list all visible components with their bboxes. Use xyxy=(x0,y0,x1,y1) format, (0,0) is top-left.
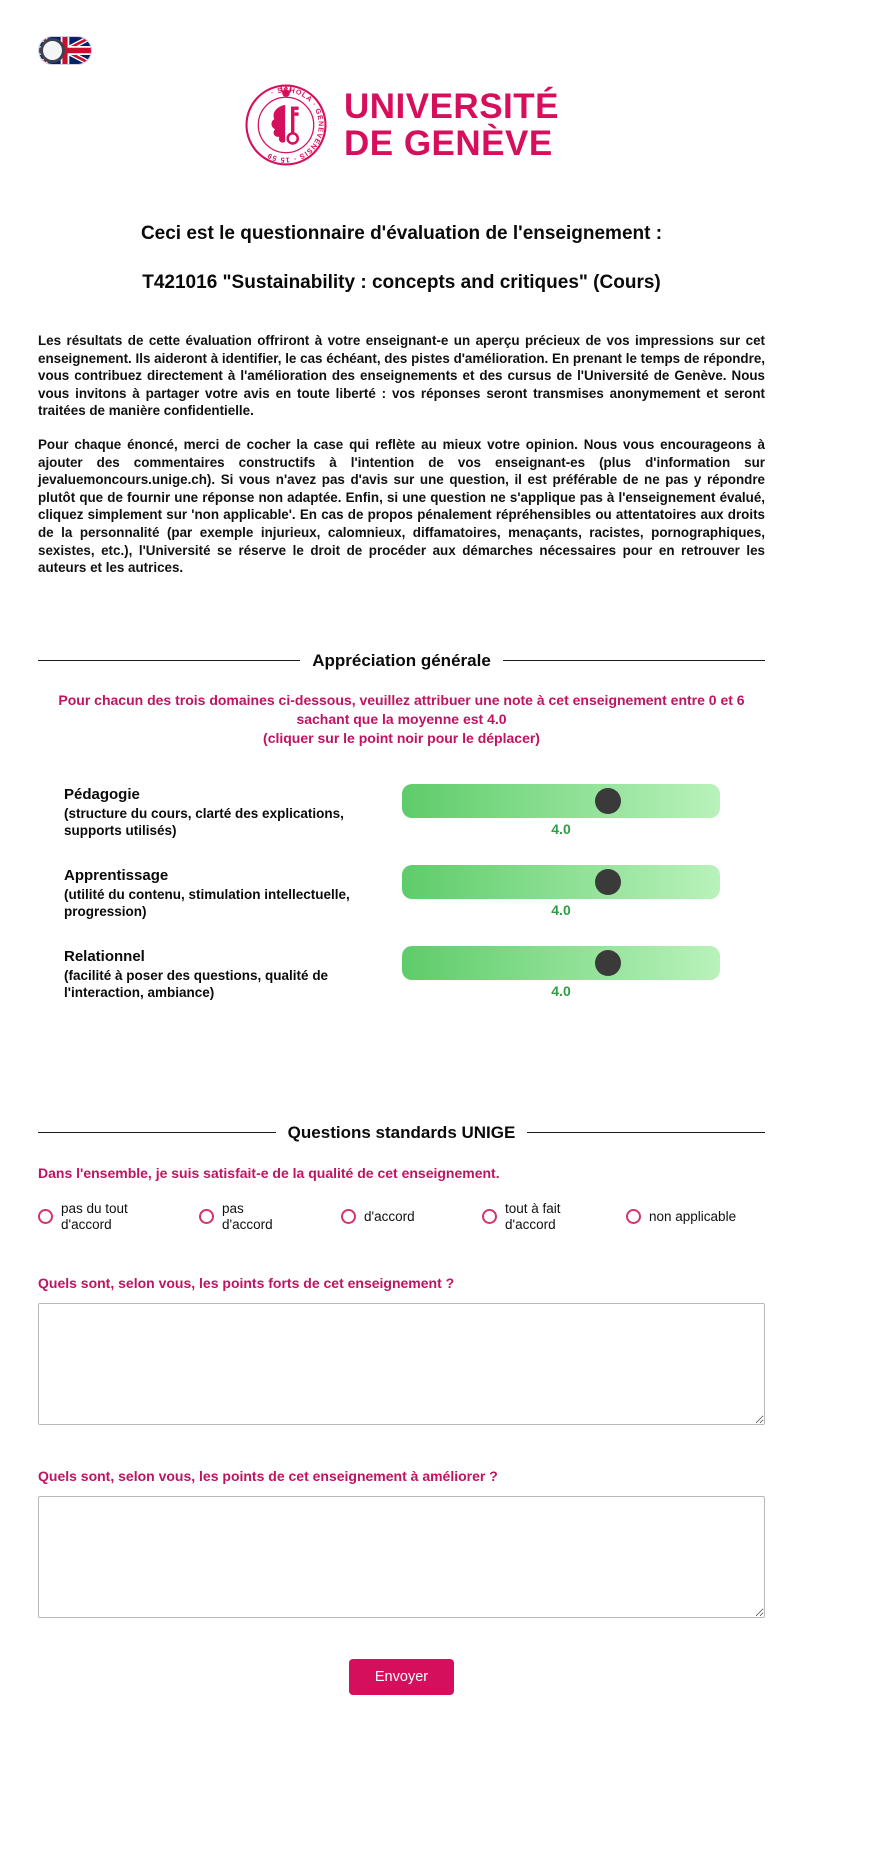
title-line1: Ceci est le questionnaire d'évaluation de l'enseignement : xyxy=(140,223,663,244)
logo-line1: UNIVERSITÉ xyxy=(343,87,560,126)
title-line2: T421016 "Sustainability : concepts and critiques" (Cours) xyxy=(142,272,661,293)
slider-widget-relationnel xyxy=(402,946,720,999)
slider-track-relationnel[interactable] xyxy=(402,946,720,980)
radio-option-pas-du-tout-daccord[interactable] xyxy=(38,1201,199,1233)
slider-row-pedagogie xyxy=(38,784,765,839)
improvements-textarea[interactable] xyxy=(38,1496,765,1618)
slider-value-pedagogie: 4.0 xyxy=(551,820,571,837)
radio-button-icon[interactable] xyxy=(341,1209,356,1224)
divider-rule xyxy=(38,660,300,661)
slider-widget-pedagogie xyxy=(402,784,720,837)
section-heading-appreciation: Appréciation générale xyxy=(312,650,491,670)
radio-button-icon[interactable] xyxy=(199,1209,214,1224)
slider-knob-pedagogie[interactable] xyxy=(595,788,621,814)
divider-rule xyxy=(38,1132,276,1133)
radio-label: d'accord xyxy=(364,1208,415,1224)
slider-instructions xyxy=(38,691,765,748)
slider-knob-apprentissage[interactable] xyxy=(595,869,621,895)
logo-wordmark xyxy=(344,88,559,162)
slider-name-relationnel: Relationnel xyxy=(64,947,145,965)
satisfaction-question: Dans l'ensemble, je suis satisfait-e de la qualité de cet enseignement. xyxy=(38,1164,500,1181)
satisfaction-radio-group xyxy=(38,1201,765,1233)
submit-button[interactable]: Envoyer xyxy=(349,1659,454,1695)
slider-desc-pedagogie: (structure du cours, clarté des explications, supports utilisés) xyxy=(64,805,344,838)
unige-seal-icon xyxy=(244,83,328,167)
intro-paragraph-1: Les résultats de cette évaluation offriront à votre enseignant-e un aperçu précieux de vos impressions sur cet enseignement. Ils aideront à identifier, le cas échéant, des pistes d'amélioration. En prenant le temps de répondre, vous contribuez directement à l'amélioration des enseignements et des cursus de l'Université de Genève. Nous vous invitons à partager votre avis en toute liberté : vos réponses seront transmises anonymement et seront traitées de manière confidentielle. xyxy=(38,333,765,419)
intro-paragraph-2: Pour chaque énoncé, merci de cocher la case qui reflète au mieux votre opinion. Nous vous encourageons à ajouter des commentaires constructifs à l'intention de vos enseignant-es (plus d'information sur jevaluemoncours.unige.ch). Si vous n'avez pas d'avis sur une question, il est préférable de ne pas y répondre plutôt que de fournir une réponse non adaptée. Enfin, si une question ne s'applique pas à l'enseignement évalué, cliquez simplement sur 'non applicable'. En cas de propos pénalement répréhensibles ou attentatoires aux droits de la personnalité (par exemple injurieux, calomnieux, diffamatoires, menaçants, racistes, pornographiques, sexistes, etc.), l'Université se réserve le droit de procéder aux démarches nécessaires pour en retrouver les auteurs et les autrices. xyxy=(38,436,765,576)
section-heading-standards: Questions standards UNIGE xyxy=(287,1122,516,1142)
slider-track-apprentissage[interactable] xyxy=(402,865,720,899)
key-emblem xyxy=(288,107,299,144)
slider-name-pedagogie: Pédagogie xyxy=(64,785,140,803)
radio-label: tout à fait d'accord xyxy=(505,1200,561,1232)
radio-option-pas-daccord[interactable] xyxy=(199,1201,341,1233)
divider-rule xyxy=(527,1132,765,1133)
section-questions-standards xyxy=(38,1123,765,1143)
radio-option-daccord[interactable] xyxy=(341,1209,482,1225)
radio-button-icon[interactable] xyxy=(38,1209,53,1224)
radio-label: pas d'accord xyxy=(222,1200,273,1232)
instruction-line1: Pour chacun des trois domaines ci-dessous, veuillez attribuer une note à cet enseignement entre 0 et 6 sachant que la moyenne est 4.0 xyxy=(58,691,745,727)
slider-knob-relationnel[interactable] xyxy=(595,950,621,976)
slider-name-apprentissage: Apprentissage xyxy=(64,866,169,884)
slider-row-relationnel xyxy=(38,946,765,1001)
improvements-question: Quels sont, selon vous, les points de cet enseignement à améliorer ? xyxy=(38,1467,498,1484)
radio-button-icon[interactable] xyxy=(482,1209,497,1224)
radio-option-non-applicable[interactable] xyxy=(626,1209,736,1225)
strengths-textarea[interactable] xyxy=(38,1303,765,1425)
slider-desc-relationnel: (facilité à poser des questions, qualité de l'interaction, ambiance) xyxy=(64,967,329,1000)
bottom-whitespace xyxy=(38,1695,765,1855)
slider-row-apprentissage xyxy=(38,865,765,920)
slider-value-relationnel: 4.0 xyxy=(551,982,571,999)
divider-rule xyxy=(503,660,765,661)
radio-label: non applicable xyxy=(649,1208,737,1224)
slider-value-apprentissage: 4.0 xyxy=(551,901,571,918)
instruction-line2: (cliquer sur le point noir pour le déplacer) xyxy=(263,729,540,746)
seal-ring-text: · SCHOLA · GENEVENSIS · 15 59 xyxy=(265,86,325,164)
slider-label xyxy=(38,784,402,839)
intro-text xyxy=(38,332,765,577)
unige-logo xyxy=(38,83,765,167)
section-appreciation-generale xyxy=(38,651,765,671)
page-title xyxy=(38,223,765,294)
slider-desc-apprentissage: (utilité du contenu, stimulation intellectuelle, progression) xyxy=(64,886,350,919)
slider-track-pedagogie[interactable] xyxy=(402,784,720,818)
submit-area xyxy=(38,1659,765,1695)
radio-button-icon[interactable] xyxy=(626,1209,641,1224)
radio-option-tout-a-fait-daccord[interactable] xyxy=(482,1201,626,1233)
rating-sliders xyxy=(38,784,765,1001)
language-toggle[interactable] xyxy=(38,36,92,65)
radio-label: pas du tout d'accord xyxy=(61,1200,128,1232)
eagle-emblem xyxy=(271,105,285,143)
toggle-knob[interactable] xyxy=(40,38,65,63)
logo-line2: DE GENÈVE xyxy=(343,124,553,163)
strengths-question: Quels sont, selon vous, les points forts de cet enseignement ? xyxy=(38,1274,455,1291)
slider-widget-apprentissage xyxy=(402,865,720,918)
slider-label xyxy=(38,865,402,920)
slider-label xyxy=(38,946,402,1001)
